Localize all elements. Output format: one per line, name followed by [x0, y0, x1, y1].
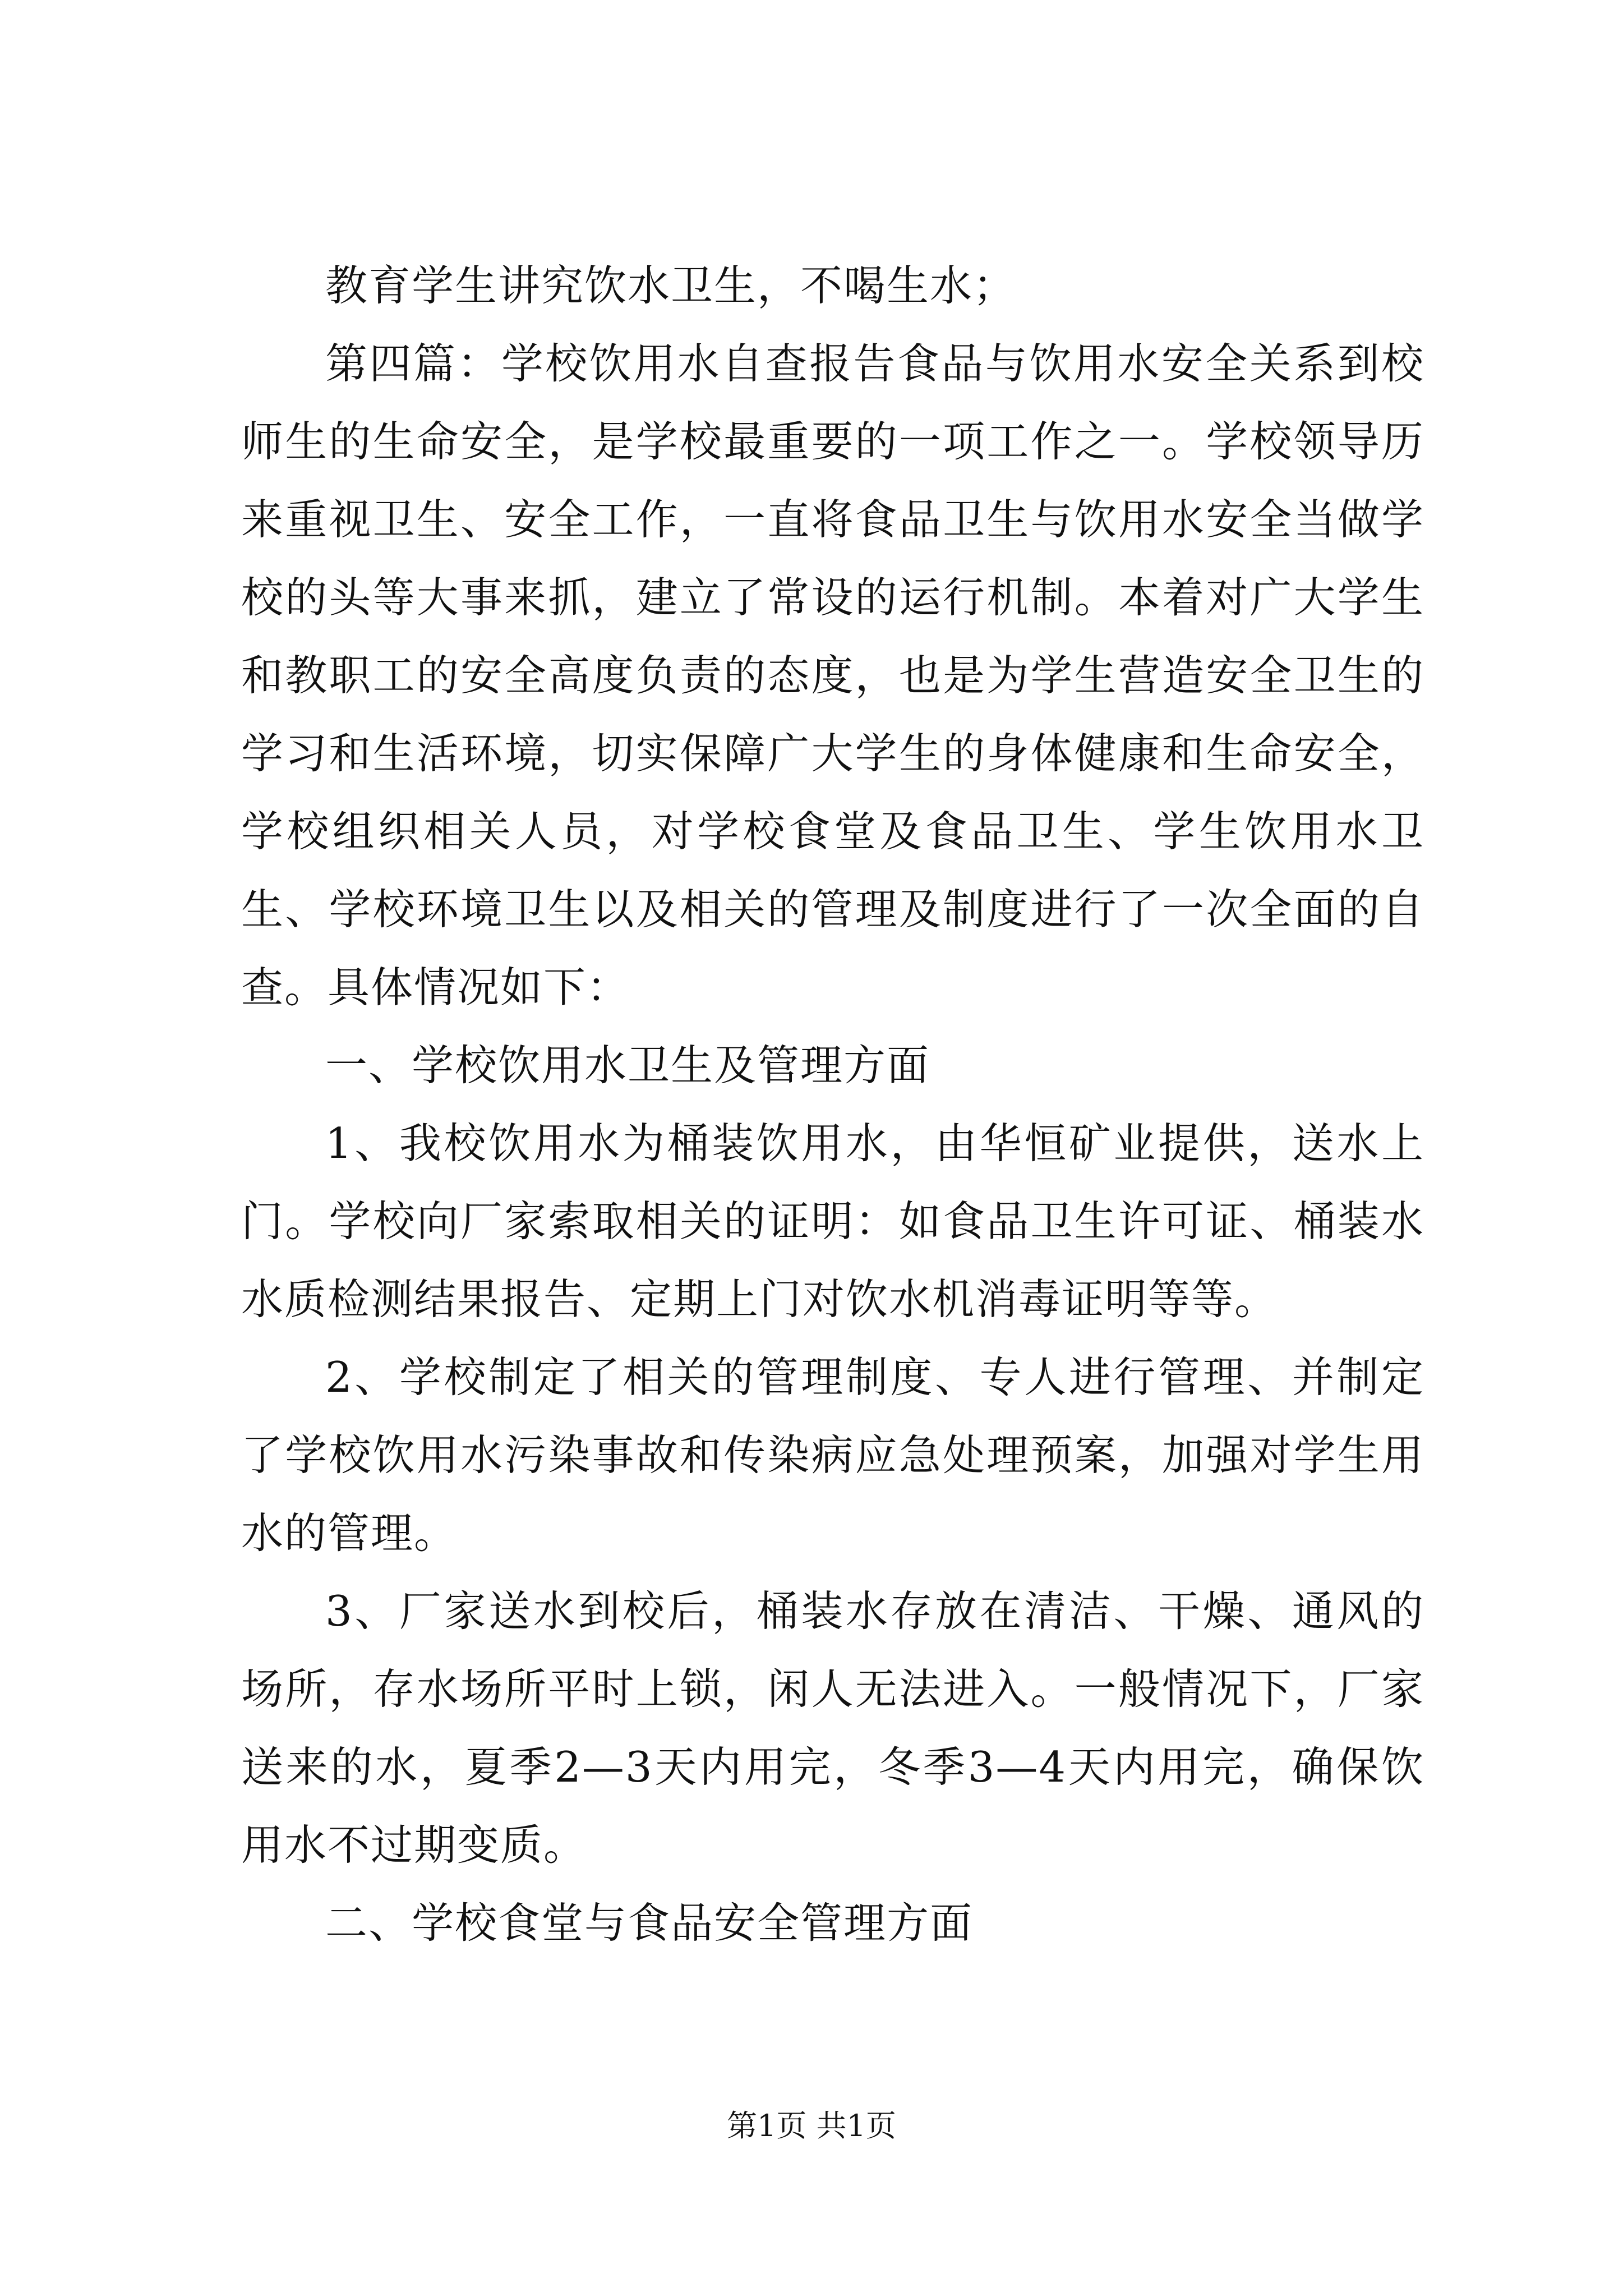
- document-body: [241, 247, 1424, 1962]
- paragraph-item-3: 3、厂家送水到校后，桶装水存放在清洁、干燥、通风的场所，存水场所平时上锁，闲人无法进入。一般情况下，厂家送来的水，夏季2—3天内用完，冬季3—4天内用完，确保饮用水不过期变质。: [241, 1586, 1424, 1870]
- heading-section-one: 一、学校饮用水卫生及管理方面: [325, 1041, 930, 1090]
- paragraph-item-2: 2、学校制定了相关的管理制度、专人进行管理、并制定了学校饮用水污染事故和传染病应急处理预案，加强对学生用水的管理。: [241, 1352, 1424, 1558]
- paragraph-report-intro: 第四篇：学校饮用水自查报告食品与饮用水安全关系到校师生的生命安全，是学校最重要的一项工作之一。学校领导历来重视卫生、安全工作，一直将食品卫生与饮用水安全当做学校的头等大事来抓，建立了常设的运行机制。本着对广大学生和教职工的安全高度负责的态度，也是为学生营造安全卫生的学习和生活环境，切实保障广大学生的身体健康和生命安全，学校组织相关人员，对学校食堂及食品卫生、学生饮用水卫生、学校环境卫生以及相关的管理及制度进行了一次全面的自查。具体情况如下：: [241, 339, 1424, 1012]
- page-footer: 第1页 共1页: [727, 2108, 896, 2143]
- paragraph-item-1: 1、我校饮用水为桶装饮用水，由华恒矿业提供，送水上门。学校向厂家索取相关的证明：如食品卫生许可证、桶装水水质检测结果报告、定期上门对饮水机消毒证明等等。: [241, 1119, 1424, 1324]
- heading-section-two: 二、学校食堂与食品安全管理方面: [325, 1898, 974, 1948]
- paragraph-drinking-hygiene: 教育学生讲究饮水卫生，不喝生水；: [325, 261, 1017, 310]
